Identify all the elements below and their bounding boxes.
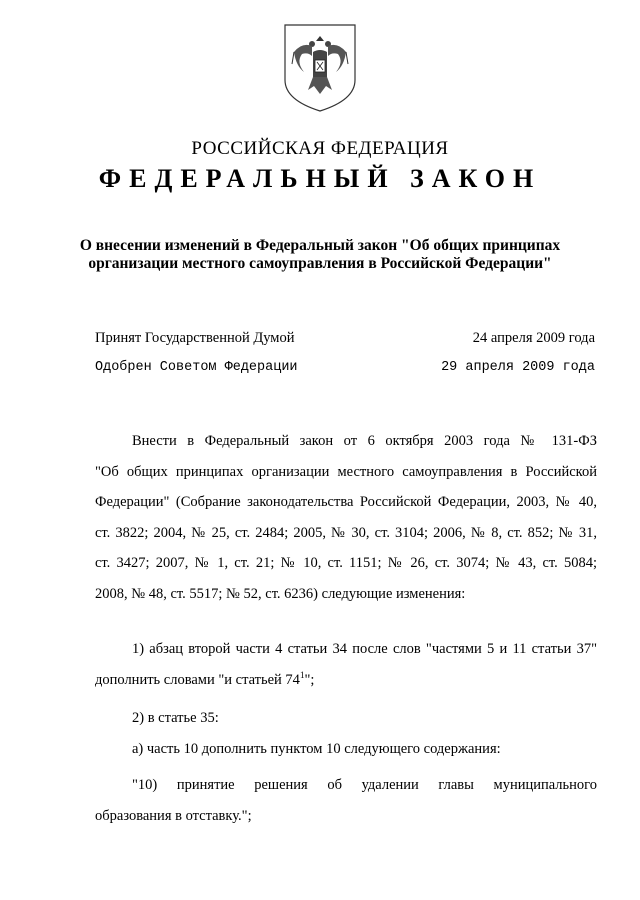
law-title (60, 237, 580, 273)
body-line: ст. 3822; 2004, № 25, ст. 2484; 2005, № 30, ст. 3104; 2006, № 8, ст. 852; № 31, (95, 524, 597, 541)
coat-of-arms-emblem (282, 22, 358, 114)
item1-text-end: "; (304, 671, 315, 688)
body-line: 1) абзац второй части 4 статьи 34 после слов "частями 5 и 11 статьи 37" (132, 641, 597, 657)
country-heading: РОССИЙСКАЯ ФЕДЕРАЦИЯ (191, 138, 449, 159)
superscript-index: 1 (299, 669, 305, 680)
council-approval-date: 29 апреля 2009 года (441, 360, 595, 375)
body-line: 2008, № 48, ст. 5517; № 52, ст. 6236) следующие изменения: (95, 585, 466, 602)
body-line: "10) принятие решения об удалении главы муниципального (132, 777, 597, 793)
body-line: Федерации" (Собрание законодательства Российской Федерации, 2003, № 40, (95, 494, 597, 510)
intro-paragraph (95, 426, 597, 609)
body-line: образования в отставку."; (95, 807, 252, 824)
duma-adoption-date: 24 апреля 2009 года (472, 330, 595, 346)
body-line (95, 665, 597, 696)
body-line: "Об общих принципах организации местного самоуправления в Российской (95, 463, 597, 480)
document-type-heading: ФЕДЕРАЛЬНЫЙ ЗАКОН (98, 164, 542, 193)
council-approval-label: Одобрен Советом Федерации (95, 360, 298, 375)
body-line: Внести в Федеральный закон от 6 октября 2003 года № 131-ФЗ (132, 433, 597, 449)
quoted-amendment (95, 770, 597, 831)
duma-adoption-label: Принят Государственной Думой (95, 330, 295, 346)
amendment-item-2a: а) часть 10 дополнить пунктом 10 следующего содержания: (132, 741, 501, 757)
amendment-item-1 (95, 634, 597, 695)
body-line: ст. 3427; 2007, № 1, ст. 21; № 10, ст. 1151; № 26, ст. 3074; № 43, ст. 5084; (95, 555, 597, 571)
law-title-line: О внесении изменений в Федеральный закон "Об общих принципах (79, 237, 561, 254)
amendment-item-2: 2) в статье 35: (132, 710, 219, 726)
law-title-line: организации местного самоуправления в Российской Федерации" (88, 255, 552, 272)
item1-text: дополнить словами "и статьей 74 (95, 671, 300, 688)
